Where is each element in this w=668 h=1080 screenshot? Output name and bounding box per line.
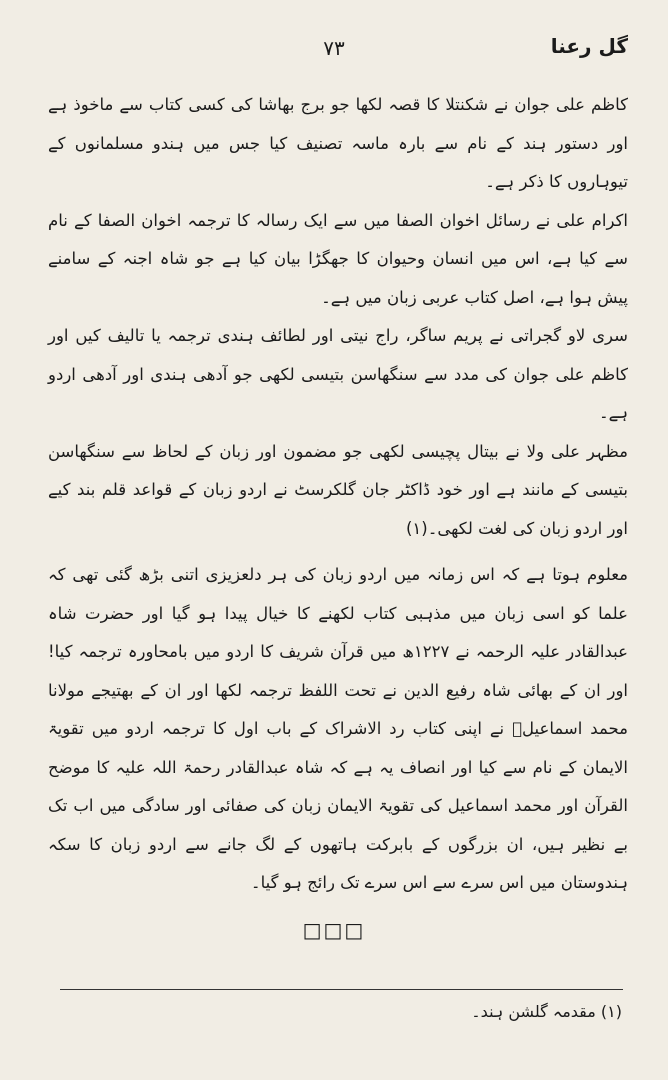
paragraph: سری لاو گجراتی نے پریم ساگر، راج نیتی اور لطائف ہندی ترجمہ یا تالیف کیں اور کاظم علی جوان کی مدد سے سنگھاسن بتیسی لکھی جو آدھی ہندی اور آدھی اردو ہے۔ — [48, 326, 628, 422]
footnote: (۱) مقدمہ گلشن ہند۔ — [471, 1002, 622, 1021]
book-title: گل رعنا — [550, 34, 628, 58]
footnote-divider — [60, 989, 623, 990]
paragraph: مظہر علی ولا نے بیتال پچیسی لکھی جو مضمون اور زبان کے لحاظ سے سنگھاسن بتیسی کے مانند ہے اور خود ڈاکٹر جان گلکرسٹ نے اردو زبان کے قواعد قلم بند کیے اور اردو زبان کی لغت لکھی۔(۱) — [48, 441, 628, 538]
page-number: ۷۳ — [323, 36, 345, 60]
page-header — [0, 34, 668, 74]
paragraph: معلوم ہوتا ہے کہ اس زمانہ میں اردو زبان کی ہر دلعزیزی اتنی بڑھ گئی تھی کہ علما کو اسی زبان میں مذہبی کتاب لکھنے کا خیال پیدا ہو گیا اور حضرت شاہ عبدالقادر علیہ الرحمہ نے ۱۲۲۷ھ میں قرآن شریف کا اردو میں بامحاورہ ترجمہ کیا! اور ان کے بھائی شاہ رفیع الدین نے تحت اللفظ ترجمہ لکھا اور ان کے بھتیجے مولانا محمد اسماعیلؒ نے اپنی کتاب رد الاشراک کے باب اول کا ترجمہ اردو میں تقویۃ الایمان کے نام سے کیا اور انصاف یہ ہے کہ شاہ عبدالقادر رحمۃ اللہ علیہ کا موضح القرآن اور محمد اسماعیل کی تقویۃ الایمان زبان کی صفائی اور سادگی میں اب تک بے نظیر ہیں، ان بزرگوں کے بابرکت ہاتھوں کے لگ جانے سے اردو زبان کا سکہ ہندوستان میں اس سرے سے اس سرے تک رائج ہو گیا۔ — [48, 565, 628, 892]
paragraph: اکرام علی نے رسائل اخوان الصفا میں سے ایک رسالہ کا ترجمہ اخوان الصفا کے نام سے کیا ہے، اس میں انسان وحیوان کا جھگڑا بیان کیا ہے جو شاہ اجنہ کے سامنے پیش ہوا ہے، اصل کتاب عربی زبان میں ہے۔ — [48, 210, 628, 307]
paragraph: کاظم علی جوان نے شکنتلا کا قصہ لکھا جو برج بھاشا کی کسی کتاب سے ماخوذ ہے اور دستور ہند کے نام سے بارہ ماسہ تصنیف کیا جس میں ہندو مسلمانوں کے تیوہاروں کا ذکر ہے۔ — [48, 95, 628, 191]
section-ornament: □□□ — [302, 918, 366, 942]
body-text — [48, 86, 628, 903]
